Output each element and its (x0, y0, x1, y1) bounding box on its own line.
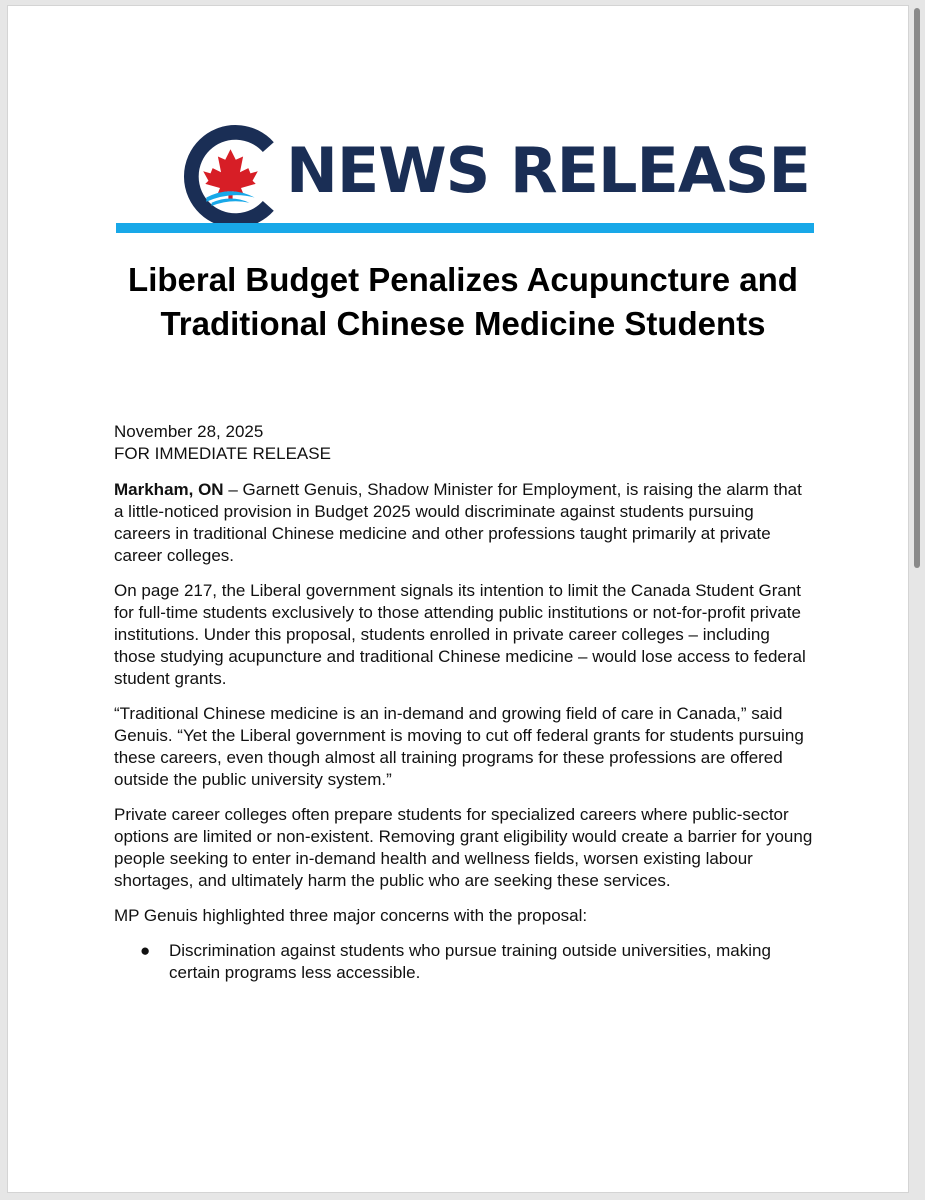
conservative-c-logo-icon (178, 124, 283, 229)
intro-text: – Garnett Genuis, Shadow Minister for Employment, is raising the alarm that a little-noticed provision in Budget 2025 would discriminate against students pursuing careers in traditional Chinese medicine and other professions taught primarily at private career colleges. (114, 480, 802, 565)
list-item (114, 940, 814, 984)
document-page (7, 5, 909, 1193)
news-release-header (8, 6, 909, 246)
release-date: November 28, 2025 (114, 422, 264, 441)
header-divider (116, 223, 814, 233)
paragraph-intro (114, 479, 814, 567)
brand-title: NEWS RELEASE (286, 134, 810, 207)
concerns-list (114, 940, 814, 984)
paragraph: “Traditional Chinese medicine is an in-demand and growing field of care in Canada,” said Genuis. “Yet the Liberal government is moving to cut off federal grants for students pursuing these careers, even though almost all training programs for these professions are offered outside the public university system.” (114, 704, 804, 789)
paragraph: Private career colleges often prepare students for specialized careers where public-sector options are limited or non-existent. Removing grant eligibility would create a barrier for young people seeking to enter in-demand health and wellness fields, worsen existing labour shortages, and ultimately harm the public who are seeking these services. (114, 805, 813, 890)
scrollbar-thumb[interactable] (914, 8, 920, 568)
location-label: Markham, ON (114, 480, 224, 499)
release-body (114, 421, 814, 984)
vertical-scrollbar[interactable] (911, 0, 923, 1200)
bullet-icon: ● (140, 941, 151, 960)
dateline (114, 421, 814, 465)
page-title: Liberal Budget Penalizes Acupuncture and Traditional Chinese Medicine Students (128, 261, 798, 342)
list-item-text: Discrimination against students who pursue training outside universities, making certain programs less accessible. (169, 941, 771, 982)
paragraph: On page 217, the Liberal government signals its intention to limit the Canada Student Grant for full-time students exclusively to those attending public institutions or not-for-profit private institutions. Under this proposal, students enrolled in private career colleges – including those studying acupuncture and traditional Chinese medicine – would lose access to federal student grants. (114, 581, 806, 688)
paragraph: MP Genuis highlighted three major concerns with the proposal: (114, 906, 588, 925)
release-type: FOR IMMEDIATE RELEASE (114, 444, 331, 463)
